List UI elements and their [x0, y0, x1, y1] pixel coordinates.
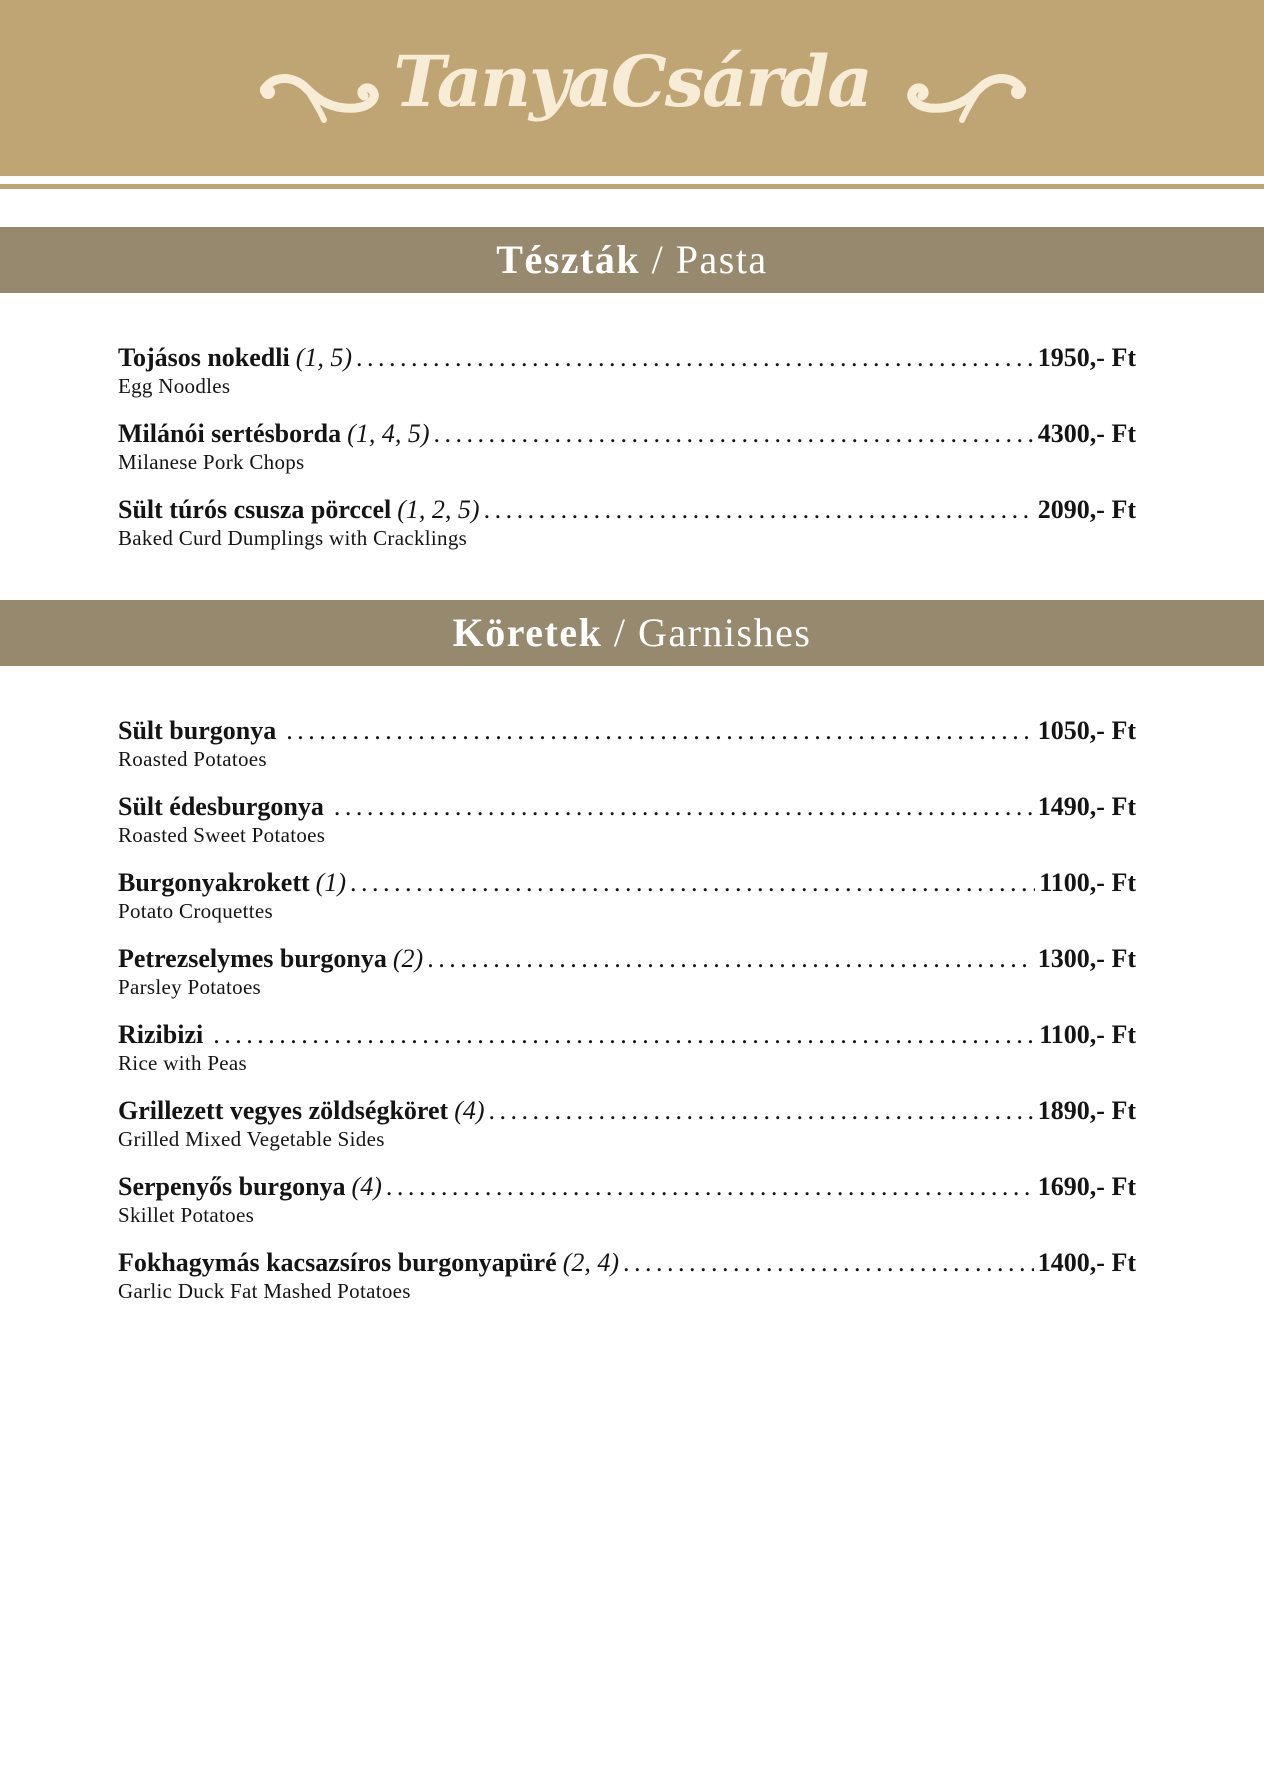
item-price: 1300,- Ft	[1037, 944, 1136, 973]
item-english-name: Garlic Duck Fat Mashed Potatoes	[118, 1279, 411, 1303]
section-separator: /	[651, 237, 665, 282]
item-name: Sült túrós csusza pörccel	[118, 495, 392, 524]
menu-item	[118, 1096, 1136, 1172]
allergen-note: (4)	[351, 1172, 382, 1201]
item-price: 4300,- Ft	[1037, 419, 1136, 448]
item-english-name: Roasted Sweet Potatoes	[118, 823, 326, 847]
item-price: 1950,- Ft	[1037, 343, 1136, 372]
item-english-name: Grilled Mixed Vegetable Sides	[118, 1127, 385, 1151]
dot-leader	[350, 868, 1035, 898]
allergen-note: (1, 4, 5)	[347, 419, 430, 448]
restaurant-name: TanyaCsárda	[393, 40, 871, 123]
item-name: Serpenyős burgonya	[118, 1172, 346, 1201]
allergen-note: (2)	[392, 944, 424, 973]
item-name: Tojásos nokedli	[118, 343, 290, 372]
item-english-name: Rice with Peas	[118, 1051, 248, 1075]
section-title-hu: Köretek	[452, 610, 603, 655]
item-name: Rizibizi	[118, 1020, 204, 1049]
item-english-name: Milanese Pork Chops	[118, 450, 305, 474]
dot-leader	[356, 343, 1034, 373]
item-price: 1690,- Ft	[1037, 1172, 1136, 1201]
dot-leader	[623, 1248, 1034, 1278]
menu-item	[118, 1172, 1136, 1248]
allergen-note: (1, 5)	[295, 343, 353, 372]
dot-leader	[484, 495, 1034, 525]
menu-item	[118, 716, 1136, 792]
item-price: 1400,- Ft	[1037, 1248, 1136, 1277]
section-title-en: Pasta	[675, 237, 768, 282]
menu-item	[118, 1248, 1136, 1324]
item-english-name: Egg Noodles	[118, 374, 231, 398]
menu-item	[118, 495, 1136, 571]
dot-leader	[489, 1096, 1034, 1126]
dot-leader	[433, 419, 1033, 449]
header-divider	[0, 184, 1264, 189]
item-name: Sült édesburgonya	[118, 792, 324, 821]
item-name: Burgonyakrokett	[118, 868, 310, 897]
header-band	[0, 0, 1264, 176]
item-name: Petrezselymes burgonya	[118, 944, 387, 973]
item-english-name: Parsley Potatoes	[118, 975, 262, 999]
item-english-name: Potato Croquettes	[118, 899, 274, 923]
item-name: Grillezett vegyes zöldségköret	[118, 1096, 449, 1125]
dot-leader	[213, 1020, 1035, 1050]
pasta-list	[118, 343, 1136, 571]
allergen-note: (1)	[315, 868, 346, 897]
item-price: 1050,- Ft	[1037, 716, 1136, 745]
dot-leader	[286, 716, 1034, 746]
section-title-hu: Tészták	[496, 237, 641, 282]
menu-item	[118, 343, 1136, 419]
section-header-pasta	[0, 227, 1264, 293]
menu-item	[118, 1020, 1136, 1096]
allergen-note: (4)	[454, 1096, 485, 1125]
menu-item	[118, 944, 1136, 1020]
dot-leader	[386, 1172, 1034, 1202]
item-english-name: Skillet Potatoes	[118, 1203, 255, 1227]
item-price: 1890,- Ft	[1037, 1096, 1136, 1125]
section-separator: /	[613, 610, 627, 655]
dot-leader	[427, 944, 1034, 974]
section-header-garnishes	[0, 600, 1264, 666]
item-price: 1100,- Ft	[1039, 1020, 1136, 1049]
item-name: Milánói sertésborda	[118, 419, 342, 448]
right-flourish-icon	[900, 70, 1026, 126]
item-name: Fokhagymás kacsazsíros burgonyapüré	[118, 1248, 557, 1277]
allergen-note: (2, 4)	[562, 1248, 620, 1277]
menu-item	[118, 792, 1136, 868]
item-price: 2090,- Ft	[1037, 495, 1136, 524]
menu-item	[118, 868, 1136, 944]
item-price: 1490,- Ft	[1037, 792, 1136, 821]
item-english-name: Baked Curd Dumplings with Cracklings	[118, 526, 468, 550]
dot-leader	[334, 792, 1034, 822]
section-title-en: Garnishes	[637, 610, 812, 655]
menu-item	[118, 419, 1136, 495]
item-english-name: Roasted Potatoes	[118, 747, 267, 771]
item-price: 1100,- Ft	[1039, 868, 1136, 897]
garnishes-list	[118, 716, 1136, 1324]
allergen-note: (1, 2, 5)	[397, 495, 480, 524]
item-name: Sült burgonya	[118, 716, 277, 745]
